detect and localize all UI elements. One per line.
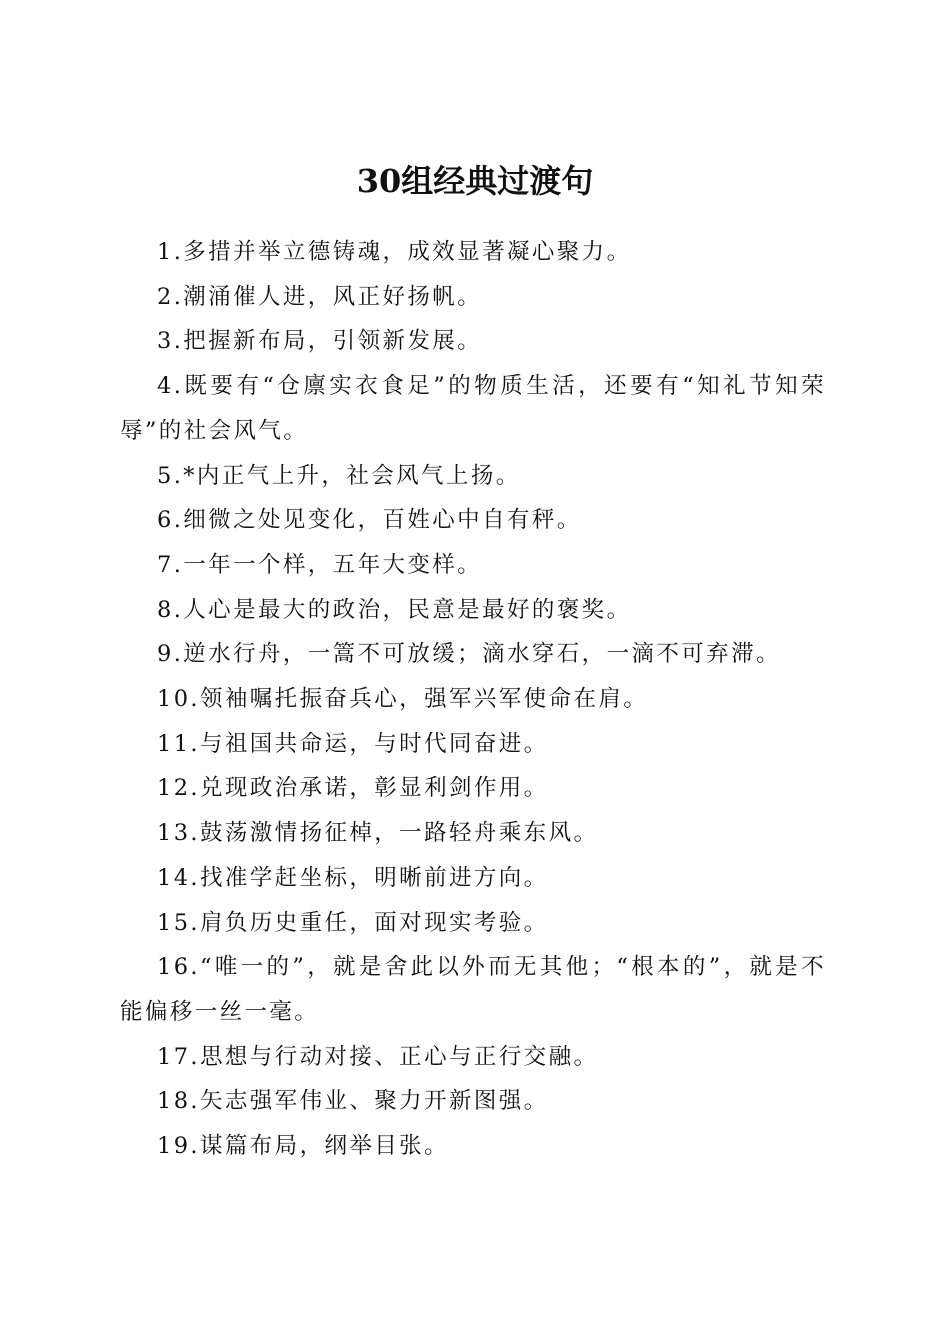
paragraph-3: 3.把握新布局，引领新发展。 — [157, 328, 483, 355]
paragraph-15: 15.肩负历史重任，面对现实考验。 — [157, 909, 549, 936]
paragraph-17: 17.思想与行动对接、正心与正行交融。 — [157, 1043, 599, 1070]
paragraph-5: 5.*内正气上升，社会风气上扬。 — [157, 462, 521, 489]
paragraph-12: 12.兑现政治承诺，彰显利剑作用。 — [157, 775, 549, 802]
paragraph-19: 19.谋篇布局，纲举目张。 — [157, 1133, 449, 1160]
document-title: 30组经典过渡句 — [356, 162, 594, 201]
paragraph-18: 18.矢志强军伟业、聚力开新图强。 — [157, 1088, 549, 1115]
paragraph-10: 10.领袖嘱托振奋兵心，强军兴军使命在肩。 — [157, 686, 649, 713]
paragraph-13: 13.鼓荡激情扬征棹，一路轻舟乘东风。 — [157, 820, 599, 847]
paragraph-16: 16.“唯一的”，就是舍此以外而无其他；“根本的”，就是不能偏移一丝一毫。 — [120, 954, 826, 1025]
paragraph-4: 4.既要有“仓廪实衣食足”的物质生活，还要有“知礼节知荣辱”的社会风气。 — [120, 373, 826, 444]
paragraph-7: 7.一年一个样，五年大变样。 — [157, 551, 483, 578]
paragraph-11: 11.与祖国共命运，与时代同奋进。 — [157, 730, 549, 757]
paragraph-14: 14.找准学赶坐标，明晰前进方向。 — [157, 864, 549, 891]
paragraph-2: 2.潮涌催人进，风正好扬帆。 — [157, 283, 483, 310]
document-body — [120, 230, 826, 1169]
paragraph-6: 6.细微之处见变化，百姓心中自有秤。 — [157, 507, 582, 534]
paragraph-8: 8.人心是最大的政治，民意是最好的褒奖。 — [157, 596, 632, 623]
paragraph-9: 9.逆水行舟，一篙不可放缓；滴水穿石，一滴不可弃滞。 — [157, 641, 781, 668]
paragraph-1: 1.多措并举立德铸魂，成效显著凝心聚力。 — [157, 239, 632, 265]
